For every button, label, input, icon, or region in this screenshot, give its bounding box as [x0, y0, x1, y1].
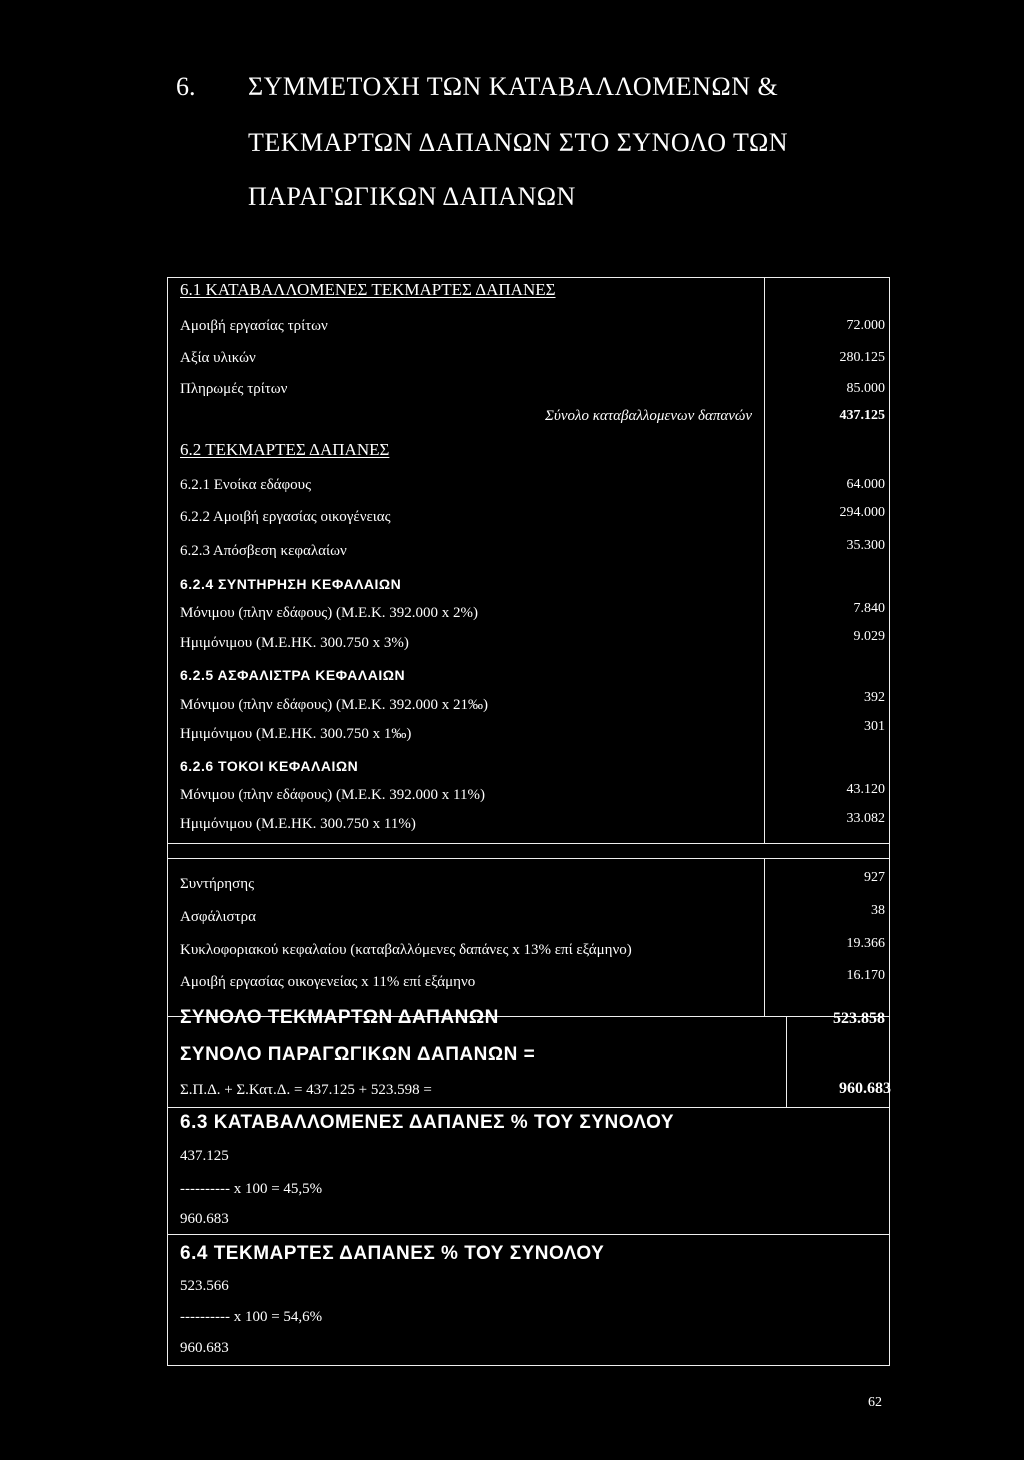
row-value: 9.029	[853, 629, 885, 644]
productive-total-value: 960.683	[839, 1080, 891, 1097]
productive-total-title: ΣΥΝΟΛΟ ΠΑΡΑΓΩΓΙΚΩΝ ΔΑΠΑΝΩΝ =	[180, 1044, 536, 1065]
row-value: 927	[864, 870, 885, 885]
row-label: Αμοιβή εργασίας οικογενείας x 11% επί εξάμηνο	[180, 974, 476, 990]
section-6-3-title: 6.3 ΚΑΤΑΒΑΛΛΟΜΕΝΕΣ ΔΑΠΑΝΕΣ % ΤΟΥ ΣΥΝΟΛΟΥ	[180, 1112, 675, 1133]
row-value: 43.120	[846, 782, 885, 797]
row-value: 85.000	[846, 381, 885, 396]
section-6-1-title: 6.1 ΚΑΤΑΒΑΛΛΟΜΕΝΕΣ ΤΕΚΜΑΡΤΕΣ ΔΑΠΑΝΕΣ	[180, 280, 556, 299]
row-value: 38	[871, 903, 885, 918]
ratio-line: ---------- x 100 = 54,6%	[180, 1309, 323, 1325]
total-imputed-label: ΣΥΝΟΛΟ ΤΕΚΜΑΡΤΩΝ ΔΑΠΑΝΩΝ	[180, 1007, 499, 1028]
heading-line-2: ΤΕΚΜΑΡΤΩΝ ΔΑΠΑΝΩΝ ΣΤΟ ΣΥΝΟΛΟ ΤΩΝ	[248, 128, 789, 157]
row-label: 6.2.1 Ενοίκα εδάφους	[180, 477, 312, 493]
row-divider	[168, 1107, 889, 1108]
section-6-2-6-title: 6.2.6 ΤΟΚΟΙ ΚΕΦΑΛΑΙΩΝ	[180, 758, 359, 774]
ratio-numerator: 523.566	[180, 1278, 229, 1294]
row-value: 7.840	[853, 601, 885, 616]
ratio-denominator: 960.683	[180, 1340, 229, 1356]
subtotal-label: Σύνολο καταβαλλομενων δαπανών	[545, 408, 752, 424]
row-label: Μόνιμου (πλην εδάφους) (Μ.Ε.Κ. 392.000 x 11%)	[180, 787, 485, 803]
heading-line-3: ΠΑΡΑΓΩΓΙΚΩΝ ΔΑΠΑΝΩΝ	[248, 182, 576, 211]
column-divider	[764, 278, 765, 843]
row-label: 6.2.3 Απόσβεση κεφαλαίων	[180, 543, 347, 559]
column-divider	[786, 1016, 787, 1107]
row-label: Αμοιβή εργασίας τρίτων	[180, 318, 328, 334]
row-label: Συντήρησης	[180, 876, 255, 892]
subtotal-value: 437.125	[839, 408, 885, 423]
productive-formula: Σ.Π.Δ. + Σ.Κατ.Δ. = 437.125 + 523.598 =	[180, 1082, 432, 1098]
section-6-2-5-title: 6.2.5 ΑΣΦΑΛΙΣΤΡΑ ΚΕΦΑΛΑΙΩΝ	[180, 667, 406, 683]
heading-number: 6.	[176, 72, 196, 101]
row-label: Πληρωμές τρίτων	[180, 381, 288, 397]
row-label: Ημιμόνιμου (Μ.Ε.ΗΚ. 300.750 x 1‰)	[180, 726, 412, 742]
row-value: 301	[864, 719, 885, 734]
row-label: Ημιμόνιμου (Μ.Ε.ΗΚ. 300.750 x 11%)	[180, 816, 416, 832]
ratio-numerator: 437.125	[180, 1148, 229, 1164]
ratio-denominator: 960.683	[180, 1211, 229, 1227]
column-divider	[764, 858, 765, 1016]
ratio-line: ---------- x 100 = 45,5%	[180, 1181, 323, 1197]
row-label: Ασφάλιστρα	[180, 909, 257, 925]
row-divider	[168, 843, 889, 844]
row-label: Ημιμόνιμου (Μ.Ε.ΗΚ. 300.750 x 3%)	[180, 635, 409, 651]
row-value: 64.000	[846, 477, 885, 492]
row-divider	[168, 1234, 889, 1235]
row-label: Κυκλοφοριακού κεφαλαίου (καταβαλλόμενες δαπάνες x 13% επί εξάμηνο)	[180, 942, 632, 958]
heading-line-1: ΣΥΜΜΕΤΟΧΗ ΤΩΝ ΚΑΤΑΒΑΛΛΟΜΕΝΩΝ &	[248, 72, 779, 101]
row-value: 19.366	[846, 936, 885, 951]
row-value: 72.000	[846, 318, 885, 333]
row-value: 280.125	[839, 350, 885, 365]
row-label: Αξία υλικών	[180, 350, 256, 366]
section-6-2-4-title: 6.2.4 ΣΥΝΤΗΡΗΣΗ ΚΕΦΑΛΑΙΩΝ	[180, 576, 402, 592]
row-value: 16.170	[846, 968, 885, 983]
section-6-2-title: 6.2 ΤΕΚΜΑΡΤΕΣ ΔΑΠΑΝΕΣ	[180, 440, 390, 459]
expenses-table	[167, 277, 890, 1366]
row-label: Μόνιμου (πλην εδάφους) (Μ.Ε.Κ. 392.000 x 2%)	[180, 605, 479, 621]
section-6-4-title: 6.4 ΤΕΚΜΑΡΤΕΣ ΔΑΠΑΝΕΣ % ΤΟΥ ΣΥΝΟΛΟΥ	[180, 1243, 605, 1264]
row-value: 35.300	[846, 538, 885, 553]
row-label: Μόνιμου (πλην εδάφους) (Μ.Ε.Κ. 392.000 x 21‰)	[180, 697, 489, 713]
row-value: 294.000	[839, 505, 885, 520]
total-imputed-value: 523.858	[833, 1010, 885, 1027]
row-label: 6.2.2 Αμοιβή εργασίας οικογένειας	[180, 509, 391, 525]
page-number: 62	[868, 1395, 882, 1410]
row-divider	[168, 858, 889, 859]
row-value: 33.082	[846, 811, 885, 826]
row-value: 392	[864, 690, 885, 705]
